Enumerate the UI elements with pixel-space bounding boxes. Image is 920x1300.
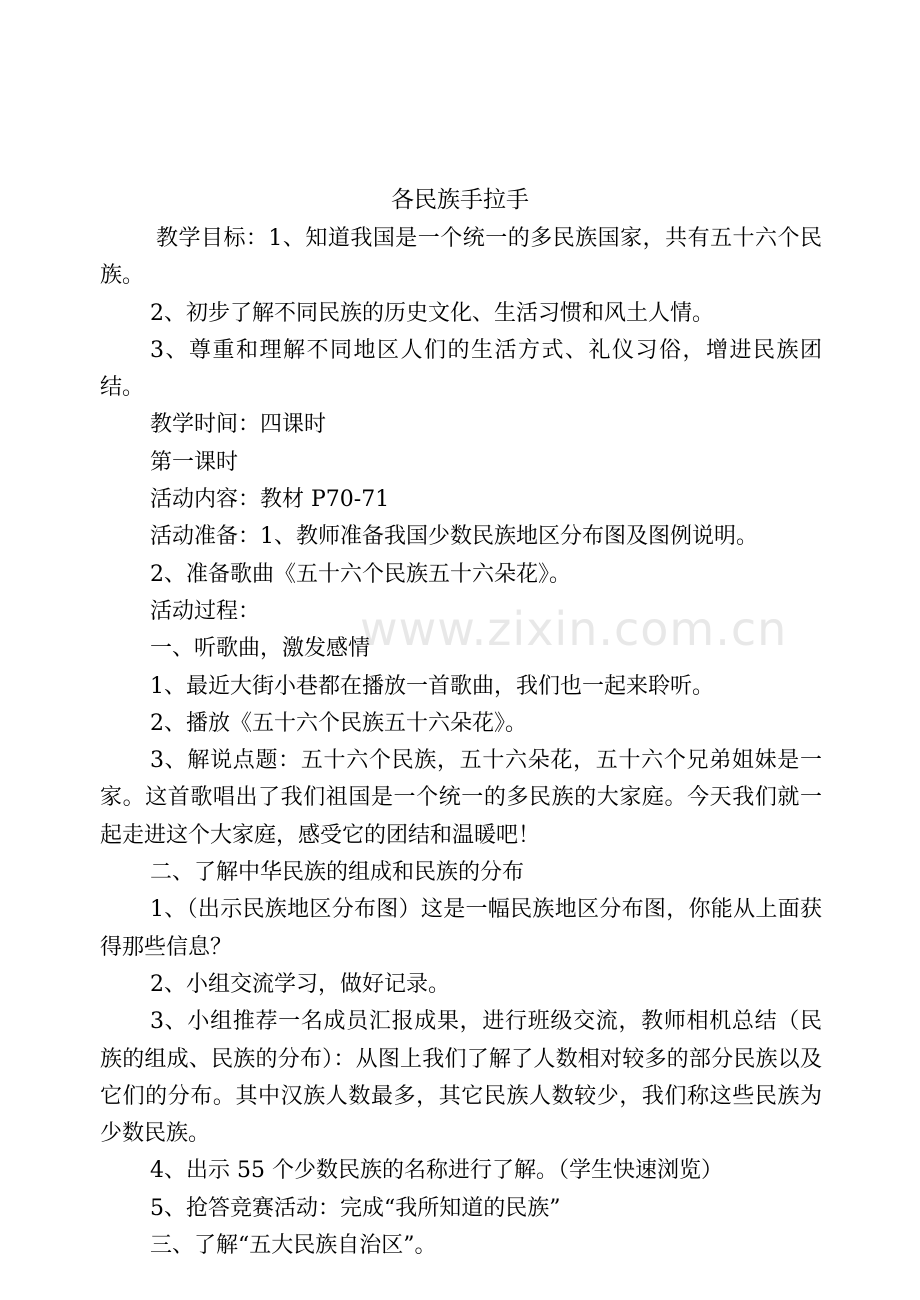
section-heading: 三、了解“五大民族自治区”。 <box>150 1233 437 1259</box>
paragraph: 4、出示 55 个少数民族的名称进行了解。（学生快速浏览） <box>150 1158 723 1184</box>
paragraph: 2、小组交流学习，做好记录。 <box>150 971 450 997</box>
paragraph-teaching-time: 教学时间：四课时 <box>150 412 327 438</box>
paragraph-activity-process: 活动过程： <box>150 598 261 624</box>
document-body <box>100 220 822 1264</box>
paragraph: 3、尊重和理解不同地区人们的生活方式、礼仪习俗，增进民族团结。 <box>100 337 822 401</box>
paragraph: 1、最近大街小巷都在播放一首歌曲，我们也一起来聆听。 <box>150 673 714 699</box>
paragraph: 3、小组推荐一名成员汇报成果，进行班级交流，教师相机总结（民族的组成、民族的分布）：从图上我们了解了人数相对较多的部分民族以及它们的分布。其中汉族人数最多，其它民族人数较少，我们称这些民族为少数民族。 <box>100 1009 822 1147</box>
paragraph: 1、（出示民族地区分布图）这是一幅民族地区分布图，你能从上面获得那些信息？ <box>100 897 822 960</box>
watermark: www.zixin.com.cn <box>360 602 788 656</box>
section-heading: 二、了解中华民族的组成和民族的分布 <box>150 860 525 886</box>
paragraph: 3、解说点题：五十六个民族，五十六朵花，五十六个兄弟姐妹是一家。这首歌唱出了我们祖国是一个统一的多民族的大家庭。今天我们就一起走进这个大家庭，感受它的团结和温暖吧！ <box>100 748 822 848</box>
paragraph-first-lesson: 第一课时 <box>150 449 239 475</box>
paragraph-activity-content: 活动内容：教材 P70-71 <box>150 487 390 513</box>
section-heading: 一、听歌曲，激发感情 <box>150 636 371 662</box>
document-title: 各民族手拉手 <box>391 187 529 213</box>
paragraph: 2、准备歌曲《五十六个民族五十六朵花》。 <box>150 561 571 587</box>
paragraph: 2、播放《五十六个民族五十六朵花》。 <box>150 710 527 736</box>
paragraph: 5、抢答竞赛活动：完成“我所知道的民族” <box>150 1195 561 1221</box>
paragraph: 2、初步了解不同民族的历史文化、生活习惯和风土人情。 <box>150 300 714 326</box>
paragraph-activity-preparation: 活动准备：1、教师准备我国少数民族地区分布图及图例说明。 <box>150 524 758 550</box>
paragraph-objectives: 教学目标：1、知道我国是一个统一的多民族国家，共有五十六个民族。 <box>100 226 822 289</box>
